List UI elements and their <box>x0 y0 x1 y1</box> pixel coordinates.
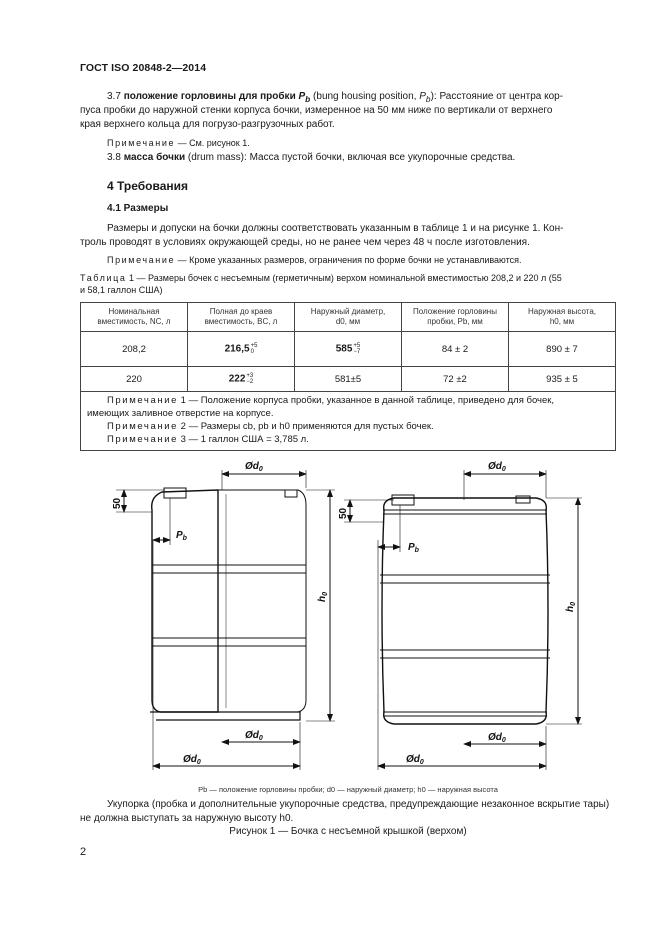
table-caption-line1: 1 — Размеры бочек с несъемным (герметичным) верхом номинальной вместимостью 208,2 и 220 л (55 <box>129 273 562 283</box>
dimensions-table <box>80 302 616 451</box>
cell-pb: 72 ±2 <box>402 367 509 392</box>
clause-number: 3.7 <box>107 91 121 102</box>
header-nc-2: вместимость, NC, л <box>97 317 171 326</box>
para-4-1-line1: Размеры и допуски на бочки должны соответствовать указанным в таблице 1 и на рисунке 1. Кон- <box>107 223 564 234</box>
right-h0-label: $h_0$ <box>565 601 577 612</box>
table-note-text: 3 — 1 галлон США = 3,785 л. <box>180 434 309 445</box>
english-term: (bung housing position, <box>313 91 417 102</box>
figure-legend: Pb — положение горловины пробки; d0 — наружный диаметр; h0 — наружная высота <box>198 785 498 794</box>
symbol-p: P <box>298 91 306 102</box>
note-label: Примечание <box>107 138 176 148</box>
header-pb-2: пробки, Pb, мм <box>427 317 483 326</box>
figure-caption: Рисунок 1 — Бочка с несъемной крышкой (верхом) <box>229 826 467 837</box>
clause-term: положение горловины для пробки <box>123 91 296 102</box>
table-caption-line2: и 58,1 галлон США) <box>80 285 163 295</box>
header-nc-1: Номинальная <box>108 307 160 316</box>
table-row <box>81 332 616 367</box>
table-header-row <box>81 303 616 332</box>
para-4-1-line2: троль проводят в условиях окружающей среды, но не ранее чем через 48 ч после изготовления. <box>80 237 530 248</box>
cell-h0: 935 ± 5 <box>509 367 616 392</box>
cell-bc <box>188 332 295 367</box>
clause-text: Масса пустой бочки, включая все укупорочные средства. <box>249 152 516 163</box>
table-notes-row <box>81 392 616 451</box>
note-4-1 <box>107 254 522 266</box>
clause-3-7-line3: края верхнего кольца для погрузо-разгрузочных работ. <box>80 119 335 130</box>
para-closure-line2: не должна выступать за наружную высоту h0. <box>80 813 294 824</box>
left-dim-50: 50 <box>112 497 123 509</box>
cell-pb: 84 ± 2 <box>402 332 509 367</box>
header-bc-1: Полная до краев <box>209 307 273 316</box>
header-bc-2: вместимость, BC, л <box>204 317 278 326</box>
right-top-d0-label: $Ød_0$ <box>488 461 506 473</box>
cell-nc: 208,2 <box>81 332 188 367</box>
left-h0-label: $h_0$ <box>317 591 329 602</box>
left-inner-d0-label: $Ød_0$ <box>245 730 263 742</box>
note-text: — Кроме указанных размеров, ограничения по форме бочки не устанавливаются. <box>177 255 522 265</box>
clause-3-8 <box>107 151 616 165</box>
d0-lower-tol: −7 <box>353 349 361 355</box>
table-row <box>81 367 616 392</box>
cell-h0: 890 ± 7 <box>509 332 616 367</box>
left-pb-label: $P_b$ <box>176 530 187 542</box>
english-term: (drum mass): <box>187 152 247 163</box>
section-4-1-title: 4.1 Размеры <box>107 203 169 214</box>
para-closure-line1: Укупорка (пробка и дополнительные укупорочные средства, предупреждающие незаконное вскрытие тары) <box>107 799 610 810</box>
cell-bc <box>188 367 295 392</box>
note-text: — См. рисунок 1. <box>177 138 250 148</box>
bc-lower-tol: −2 <box>246 379 254 385</box>
table-note-label: Примечание <box>107 395 178 406</box>
note-3-7 <box>107 137 250 149</box>
bc-main: 222 <box>228 373 246 385</box>
table-notes <box>81 392 616 451</box>
drum-figure <box>0 450 661 780</box>
header-d0-2: d0, мм <box>335 317 361 326</box>
symbol-p-2: P <box>419 91 426 102</box>
left-bottom-d0-label: $Ød_0$ <box>183 754 201 766</box>
section-4-title: 4 Требования <box>107 179 188 193</box>
english-close: ): <box>430 91 437 102</box>
table-caption <box>80 272 616 296</box>
right-inner-d0-label: $Ød_0$ <box>488 732 506 744</box>
left-drum-drawing <box>116 470 335 770</box>
page-number: 2 <box>80 846 87 858</box>
standard-header: ГОСТ ISO 20848-2—2014 <box>80 62 207 74</box>
clause-text-1: Расстояние от центра кор- <box>439 91 564 102</box>
right-drum-drawing <box>344 470 582 770</box>
clause-3-7-line2: пуса пробки до наружной стенки корпуса бочки, измеренное на 50 мм ниже по вертикали от верхнего <box>80 105 553 116</box>
header-d0-1: Наружный диаметр, <box>310 307 386 316</box>
right-dim-50: 50 <box>338 507 349 519</box>
table-note-label: Примечание <box>107 434 178 445</box>
clause-number: 3.8 <box>107 152 121 163</box>
header-pb-1: Положение горловины <box>413 307 497 316</box>
table-note-text: 1 — Положение корпуса пробки, указанное в данной таблице, приведено для бочек, <box>180 395 555 406</box>
right-bottom-d0-label: $Ød_0$ <box>406 754 424 766</box>
cell-d0: 581±5 <box>295 367 402 392</box>
header-h0-1: Наружная высота, <box>527 307 597 316</box>
note-label: Примечание <box>107 255 176 265</box>
bc-lower-tol: 0 <box>250 349 254 355</box>
symbol-sub-2: b <box>425 94 431 104</box>
d0-upper-tol: +5 <box>353 343 361 349</box>
right-pb-label: $P_b$ <box>408 542 419 554</box>
bc-upper-tol: +3 <box>246 373 254 379</box>
table-note-label: Примечание <box>107 421 178 432</box>
table-note-text: 2 — Размеры cb, pb и h0 применяются для пустых бочек. <box>180 421 434 432</box>
table-label: Таблица <box>80 273 127 283</box>
table-note-text: имеющих заливное отверстие на корпусе. <box>87 408 274 419</box>
cell-d0 <box>295 332 402 367</box>
bc-main: 216,5 <box>224 343 250 355</box>
clause-term: масса бочки <box>123 152 186 163</box>
bc-upper-tol: +5 <box>250 343 258 349</box>
cell-nc: 220 <box>81 367 188 392</box>
left-top-d0-label: $Ød_0$ <box>245 461 263 473</box>
symbol-sub: b <box>305 94 311 104</box>
d0-main: 585 <box>335 343 353 355</box>
header-h0-2: h0, мм <box>549 317 575 326</box>
